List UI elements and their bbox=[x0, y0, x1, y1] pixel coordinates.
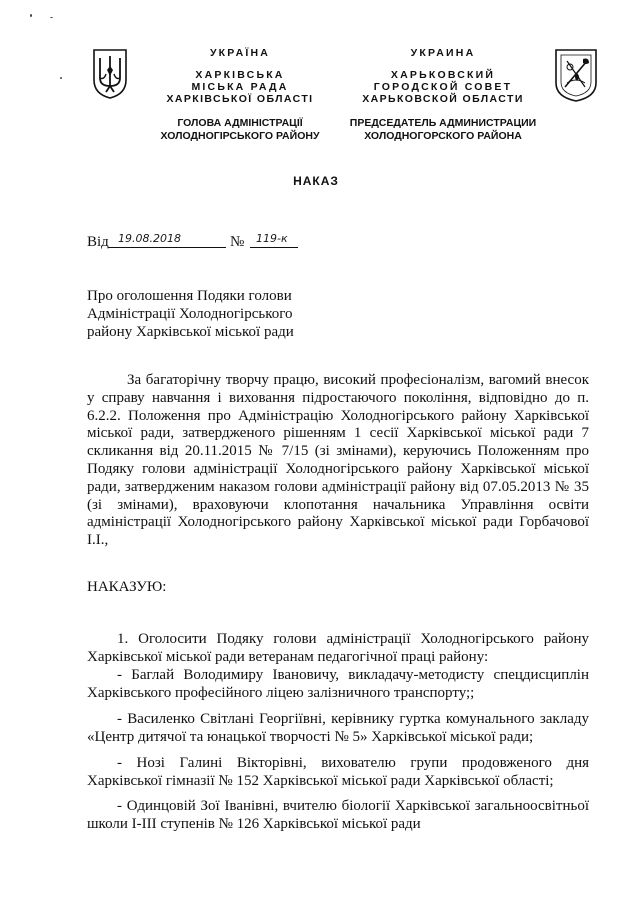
date-underline bbox=[108, 247, 226, 248]
recipient-item: - Василенко Світлані Георгіївні, керівнику гуртка комунального закладу «Центр дитячої та юнацької творчості № 5» Харківської міської ради; bbox=[87, 711, 589, 745]
scan-speck bbox=[50, 17, 53, 18]
date-value: 19.08.2018 bbox=[118, 232, 181, 245]
header-left-country: УКРАЇНА bbox=[209, 47, 271, 59]
scan-speck bbox=[30, 14, 32, 17]
header-right-position-line1: ПРЕДСЕДАТЕЛЬ АДМИНИСТРАЦИИ bbox=[349, 117, 537, 129]
header-right-council-line3: ХАРЬКОВСКОЙ ОБЛАСТИ bbox=[362, 93, 524, 105]
recipient-item: - Одинцовій Зої Іванівні, вчителю біології Харківської загальноосвітньої школи І-ІІІ ступенів № 126 Харківської міської ради bbox=[87, 798, 589, 832]
subject-line-1: Про оголошення Подяки голови bbox=[87, 288, 292, 304]
preamble-paragraph: За багаторічну творчу працю, високий професіоналізм, вагомий внесок у справу навчання і виховання підростаючого покоління, відповідно до п. 6.2.2. Положення про Адміністрацію Холодногірського району Харківської міської ради, затвердженого рішенням 1 сесії Харківської міської ради 7 скликання від 20.11.2015 № 7/15 (зі змінами), керуючись Положенням про Подяку голови адміністрації Холодногірського району Харківської міської ради, затвердженим наказом голови адміністрації району від 07.05.2013 № 35 (зі змінами), враховуючи клопотання начальника Управління освіти адміністрації Холодногірського району Харківської міської ради Горбачової І.І., bbox=[87, 372, 589, 549]
header-right-council-line1: ХАРЬКОВСКИЙ bbox=[390, 69, 496, 81]
document-title: НАКАЗ bbox=[293, 174, 339, 188]
header-right-country: УКРАИНА bbox=[410, 47, 476, 59]
subject-line-2: Адміністрації Холодногірського bbox=[87, 306, 293, 322]
date-prefix: Від bbox=[87, 234, 109, 250]
header-right-council-line2: ГОРОДСКОЙ СОВЕТ bbox=[373, 81, 513, 93]
order-word: НАКАЗУЮ: bbox=[87, 579, 167, 595]
ukraine-trident-emblem-icon bbox=[92, 48, 128, 100]
recipient-item: - Баглай Володимиру Івановичу, викладачу-методисту спецдисциплін Харківського професійного ліцею залізничного транспорту;; bbox=[87, 667, 589, 701]
header-left-council-line1: ХАРКІВСЬКА bbox=[195, 69, 285, 81]
number-underline bbox=[250, 247, 298, 248]
number-value: 119-к bbox=[256, 232, 288, 245]
number-prefix: № bbox=[230, 234, 245, 250]
item-1-intro: 1. Оголосити Подяку голови адміністрації Холодногірського району Харківської міської ради ветеранам педагогічної праці району: bbox=[87, 631, 589, 665]
scan-speck bbox=[60, 77, 62, 79]
kharkiv-coat-of-arms-icon bbox=[553, 47, 599, 103]
header-left-position-line2: ХОЛОДНОГІРСЬКОГО РАЙОНУ bbox=[160, 130, 320, 142]
subject-line-3: району Харківської міської ради bbox=[87, 324, 294, 340]
header-left-position-line1: ГОЛОВА АДМІНІСТРАЦІЇ bbox=[177, 117, 303, 129]
recipient-item: - Нозі Галині Вікторівні, вихователю групи продовженого дня Харківської гімназії № 152 Харківської міської ради Харківської області; bbox=[87, 755, 589, 789]
header-right-position-line2: ХОЛОДНОГОРСКОГО РАЙОНА bbox=[364, 130, 522, 142]
header-left-council-line3: ХАРКІВСЬКОЇ ОБЛАСТІ bbox=[166, 93, 314, 105]
header-left-council-line2: МІСЬКА РАДА bbox=[191, 81, 289, 93]
